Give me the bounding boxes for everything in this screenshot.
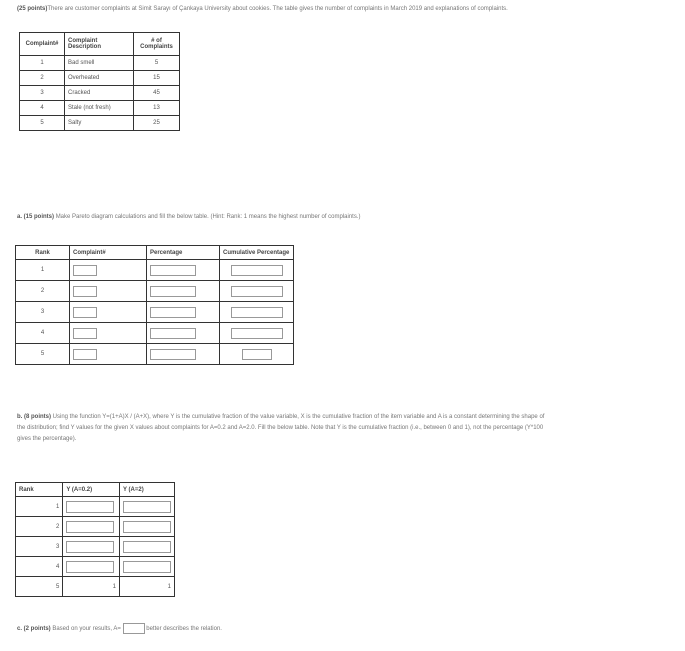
part-c-before: Based on your results, A= — [52, 626, 121, 633]
a-answer-input[interactable] — [123, 623, 145, 634]
complaints-table — [19, 32, 180, 131]
complaint-num-input[interactable] — [73, 286, 97, 297]
rank-cell: 2 — [16, 517, 63, 537]
percentage-input[interactable] — [150, 265, 196, 276]
complaint-count: 25 — [134, 116, 180, 131]
header-percentage: Percentage — [147, 246, 220, 260]
table-row — [16, 577, 175, 597]
header-complaint-num: Complaint# — [70, 246, 147, 260]
percentage-input[interactable] — [150, 307, 196, 318]
table-row — [20, 116, 180, 131]
pareto-table — [15, 245, 294, 365]
y-values-table — [15, 482, 175, 597]
part-c-text — [17, 623, 537, 635]
complaint-desc: Overheated — [65, 71, 134, 86]
rank-cell: 1 — [16, 497, 63, 517]
part-c-points: c. (2 points) — [17, 626, 51, 633]
y-a02-input[interactable] — [66, 561, 114, 573]
intro-body: There are customer complaints at Simit Sarayı of Çankaya University about cookies. The table gives the number of complaints in March 2019 and explanations of complaints. — [47, 6, 508, 12]
table-row — [16, 323, 294, 344]
header-y-a02: Y (A=0.2) — [63, 483, 120, 497]
y-a2-input[interactable] — [123, 521, 171, 533]
complaint-num: 5 — [20, 116, 65, 131]
y-a2-input[interactable] — [123, 541, 171, 553]
percentage-input[interactable] — [150, 286, 196, 297]
intro-text — [17, 4, 547, 15]
part-a-text — [17, 212, 537, 223]
part-b-text — [17, 412, 547, 445]
percentage-input[interactable] — [150, 349, 196, 360]
table-row — [16, 537, 175, 557]
complaint-count: 45 — [134, 86, 180, 101]
complaint-num: 4 — [20, 101, 65, 116]
rank-cell: 1 — [16, 260, 70, 281]
rank-cell: 4 — [16, 323, 70, 344]
part-b-points: b. (8 points) — [17, 414, 51, 420]
part-c-after: better describes the relation. — [146, 626, 222, 633]
rank-cell: 2 — [16, 281, 70, 302]
complaint-num: 2 — [20, 71, 65, 86]
cumulative-percentage-input[interactable] — [231, 265, 283, 276]
cumulative-percentage-input[interactable] — [231, 328, 283, 339]
table-row — [16, 344, 294, 365]
complaint-desc: Bad smell — [65, 56, 134, 71]
table-row — [20, 71, 180, 86]
header-y-a2: Y (A=2) — [120, 483, 175, 497]
complaint-num: 1 — [20, 56, 65, 71]
complaint-count: 13 — [134, 101, 180, 116]
complaint-desc: Cracked — [65, 86, 134, 101]
complaint-num-input[interactable] — [73, 328, 97, 339]
y-a2-input[interactable] — [123, 561, 171, 573]
rank-cell: 3 — [16, 302, 70, 323]
cumulative-percentage-input[interactable] — [242, 349, 272, 360]
y-a02-input[interactable] — [66, 541, 114, 553]
part-a-body: Make Pareto diagram calculations and fill the below table. (Hint: Rank: 1 means the highest number of complaints.) — [55, 214, 361, 220]
header-rank: Rank — [16, 483, 63, 497]
table-row — [16, 302, 294, 323]
complaint-desc: Stale (not fresh) — [65, 101, 134, 116]
table-row — [16, 517, 175, 537]
header-complaint-desc: Complaint Description — [65, 33, 134, 56]
table-row — [20, 56, 180, 71]
part-a-points: a. (15 points) — [17, 214, 55, 220]
header-complaint-count: # of Complaints — [134, 33, 180, 56]
rank-cell: 3 — [16, 537, 63, 557]
y-a02-input[interactable] — [66, 501, 114, 513]
header-rank: Rank — [16, 246, 70, 260]
y-a02-input[interactable] — [66, 521, 114, 533]
y-a2-input[interactable] — [123, 501, 171, 513]
rank-cell: 5 — [16, 344, 70, 365]
cumulative-percentage-input[interactable] — [231, 307, 283, 318]
header-cumulative-percentage: Cumulative Percentage — [220, 246, 294, 260]
complaint-count: 5 — [134, 56, 180, 71]
rank-cell: 4 — [16, 557, 63, 577]
percentage-input[interactable] — [150, 328, 196, 339]
part-b-body: Using the function Y=(1+A)X / (A+X), where Y is the cumulative fraction of the value variable, X is the cumulative fraction of the item variable and A is a constant determining the shape of the distribution; find Y values for the given X values about complaints for A=0.2 and A=2.0. Fill the below table. Note that Y is the cumulative fraction (i.e., between 0 and 1), not the percentage (Y*100 gives the percentage). — [17, 414, 545, 442]
cumulative-percentage-input[interactable] — [231, 286, 283, 297]
complaint-num-input[interactable] — [73, 349, 97, 360]
y-a2-value: 1 — [120, 577, 175, 597]
header-complaint-num: Complaint# — [20, 33, 65, 56]
table-row — [16, 281, 294, 302]
table-row — [16, 557, 175, 577]
table-row — [16, 497, 175, 517]
intro-points: (25 points) — [17, 6, 48, 12]
table-row — [20, 101, 180, 116]
y-a02-value: 1 — [63, 577, 120, 597]
complaint-desc: Salty — [65, 116, 134, 131]
table-row — [16, 260, 294, 281]
table-row — [20, 86, 180, 101]
complaint-num: 3 — [20, 86, 65, 101]
rank-cell: 5 — [16, 577, 63, 597]
complaint-count: 15 — [134, 71, 180, 86]
complaint-num-input[interactable] — [73, 307, 97, 318]
complaint-num-input[interactable] — [73, 265, 97, 276]
